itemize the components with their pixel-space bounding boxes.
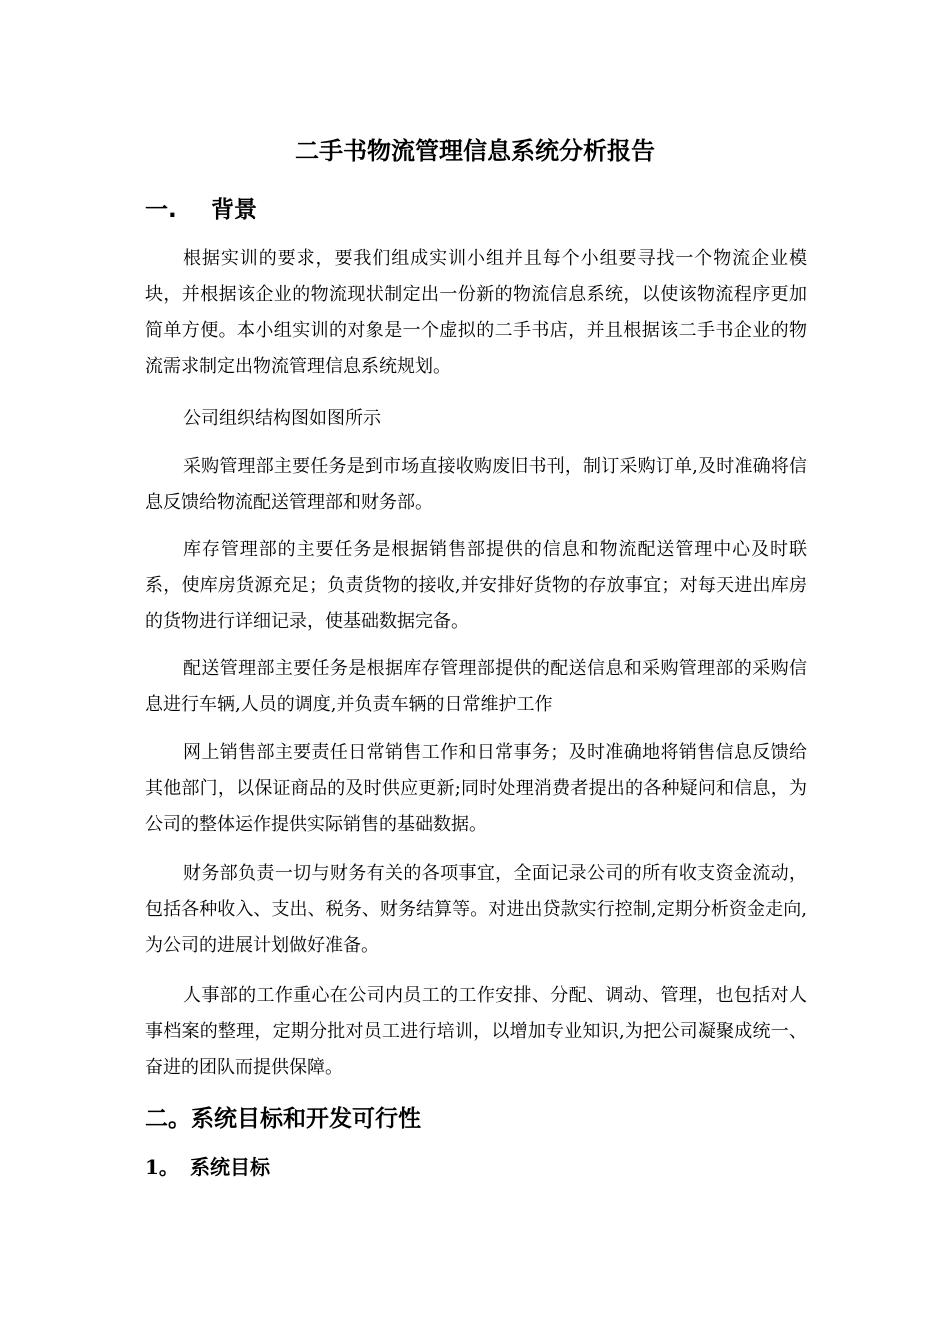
paragraph-org-chart-note: 公司组织结构图如图所示	[183, 408, 381, 429]
paragraph-finance-dept: 财务部负责一切与财务有关的各项事宜，全面记录公司的所有收支资金流动，包括各种收入、支出、税务、财务结算等。对进出贷款实行控制,定期分析资金走向,为公司的进展计划做好准备。	[145, 863, 807, 956]
section-number: 一.	[145, 197, 177, 223]
section-heading-background	[145, 193, 257, 227]
paragraph-online-sales-dept: 网上销售部主要责任日常销售工作和日常事务；及时准确地将销售信息反馈给其他部门，以保证商品的及时供应更新;同时处理消费者提出的各种疑问和信息，为公司的整体运作提供实际销售的基础数据。	[145, 742, 807, 835]
paragraph-purchasing-dept: 采购管理部主要任务是到市场直接收购废旧书刊，制订采购订单,及时准确将信息反馈给物流配送管理部和财务部。	[145, 456, 807, 513]
paragraph-hr-dept: 人事部的工作重心在公司内员工的工作安排、分配、调动、管理，也包括对人事档案的整理，定期分批对员工进行培训，以增加专业知识,为把公司凝聚成统一、奋进的团队而提供保障。	[145, 985, 807, 1078]
subsection-heading-system-goal	[145, 1150, 270, 1184]
paragraph-intro: 根据实训的要求，要我们组成实训小组并且每个小组要寻找一个物流企业模块，并根据该企业的物流现状制定出一份新的物流信息系统，以使该物流程序更加简单方便。本小组实训的对象是一个虚拟的二手书店，并且根据该二手书企业的物流需求制定出物流管理信息系统规划。	[145, 248, 807, 377]
subsection-number: 1。	[145, 1155, 179, 1179]
section-title: 背景	[211, 197, 257, 223]
subsection-title: 系统目标	[190, 1155, 270, 1179]
document-title: 二手书物流管理信息系统分析报告	[295, 137, 655, 165]
section-heading-system-goals: 二。系统目标和开发可行性	[145, 1106, 421, 1132]
paragraph-inventory-dept: 库存管理部的主要任务是根据销售部提供的信息和物流配送管理中心及时联系，使库房货源充足；负责货物的接收,并安排好货物的存放事宜；对每天进出库房的货物进行详细记录，使基础数据完备。	[145, 539, 807, 632]
paragraph-distribution-dept: 配送管理部主要任务是根据库存管理部提供的配送信息和采购管理部的采购信息进行车辆,人员的调度,并负责车辆的日常维护工作	[145, 658, 807, 715]
